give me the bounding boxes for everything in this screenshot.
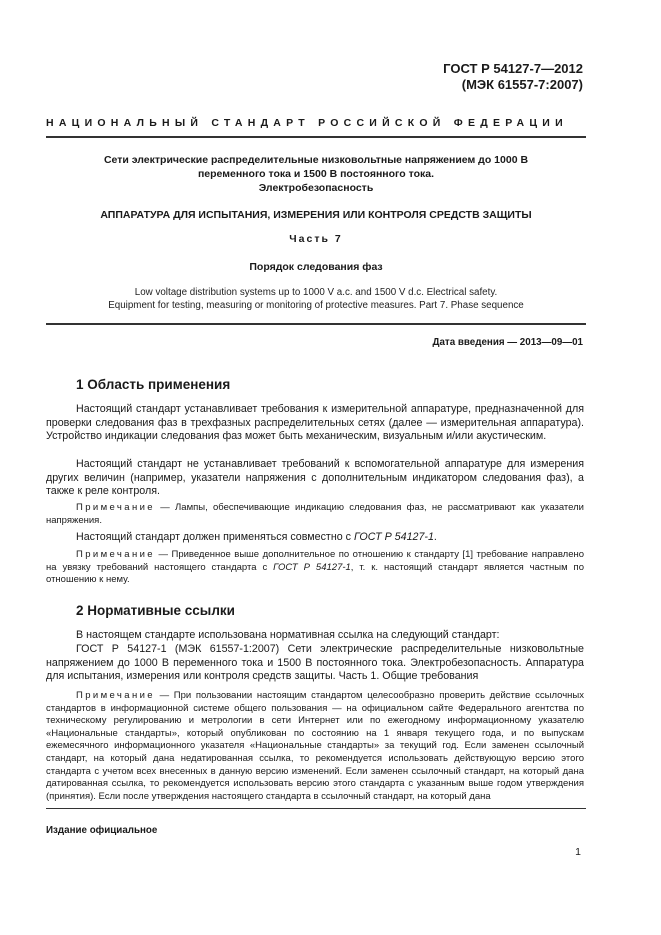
- section-2-note: Примечание — При пользовании настоящим стандартом целесообразно проверить действие ссылочных стандартов в информационной системе общего пользования — на официальном сайте Федерального агентства по техническому регулированию и метрологии в сети Интернет или по ежегодному информационному указателю «Национальные стандарты», который опубликован по состоянию на 1 января текущего года, и по выпускам ежемесячного информационного указателя «Национальные стандарты» за текущий год. Если заменен ссылочный стандарт, на который дана недатированная ссылка, то рекомендуется использовать действующую версию этого стандарта с учетом всех внесенных в данную версию изменений. Если заменен ссылочный стандарт, на который дана датированная ссылка, то рекомендуется использовать версию этого стандарта с указанным выше годом утверждения (принятия). Если после утверждения настоящего стандарта в ссылочный стандарт, на который дана: [46, 690, 584, 802]
- title-line-2: переменного тока и 1500 В постоянного тока.: [197, 168, 435, 180]
- gost-reference: ГОСТ Р 54127-1: [273, 561, 351, 573]
- section-1-note-1: Примечание — Лампы, обеспечивающие индикацию следования фаз, не рассматривают как указатели напряжения.: [46, 502, 584, 526]
- national-standard-banner: НАЦИОНАЛЬНЫЙ СТАНДАРТ РОССИЙСКОЙ ФЕДЕРАЦИИ: [46, 117, 568, 129]
- banner-divider: [46, 136, 586, 138]
- standard-designation: ГОСТ Р 54127-7—2012: [443, 61, 583, 76]
- page-number: 1: [575, 846, 581, 858]
- gost-reference: ГОСТ Р 54127-1: [353, 531, 434, 543]
- section-2-reference: ГОСТ Р 54127-1 (МЭК 61557-1:2007) Сети электрические распределительные низковольтные напряжением до 1000 В переменного тока и 1500 В постоянного тока. Электробезопасность. Аппаратура для испытания, измерения или контроля средств защиты. Часть 1. Общие требования: [46, 643, 584, 683]
- subtitle: Порядок следования фаз: [249, 261, 383, 273]
- section-1-note-2: Примечание — Приведенное выше дополнительное по отношению к стандарту [1] требование направлено на увязку требований настоящего стандарта с ГОСТ Р 54127-1, т. к. настоящий стандарт является частным по отношению к нему.: [46, 549, 585, 586]
- title-divider: [46, 323, 586, 325]
- part-number: Часть 7: [289, 233, 343, 245]
- iec-designation: (МЭК 61557-7:2007): [461, 77, 583, 92]
- section-2-heading: 2 Нормативные ссылки: [76, 603, 235, 618]
- english-title-line-1: Low voltage distribution systems up to 1000 V a.c. and 1500 V d.c. Electrical safety.: [134, 287, 498, 298]
- section-1-heading: 1 Область применения: [76, 377, 231, 392]
- apparatus-title: АППАРАТУРА ДЛЯ ИСПЫТАНИЯ, ИЗМЕРЕНИЯ ИЛИ КОНТРОЛЯ СРЕДСТВ ЗАЩИТЫ: [100, 209, 532, 221]
- section-1-paragraph-1: Настоящий стандарт устанавливает требования к измерительной аппаратуре, предназначенной для проверки следования фаз в трехфазных распределительных сетях (далее — измерительная аппаратура). Устройство индикации следования фаз может быть механическим, визуальным и/или акустическим.: [46, 403, 584, 443]
- section-1-paragraph-3: Настоящий стандарт должен применяться совместно с ГОСТ Р 54127-1.: [76, 531, 437, 543]
- footer-divider: [46, 808, 586, 809]
- section-1-paragraph-2: Настоящий стандарт не устанавливает требований к вспомогательной аппаратуре для измерения других величин (например, указатели напряжения с дополнительным индикатором следования фаз), а также к реле контроля.: [46, 458, 584, 498]
- title-line-3: Электробезопасность: [258, 182, 374, 194]
- official-edition: Издание официальное: [46, 825, 158, 836]
- introduction-date: Дата введения — 2013—09—01: [432, 337, 583, 348]
- english-title-line-2: Equipment for testing, measuring or monitoring of protective measures. Part 7. Phase sequence: [108, 300, 524, 311]
- section-2-paragraph-1: В настоящем стандарте использована нормативная ссылка на следующий стандарт:: [76, 629, 500, 641]
- title-line-1: Сети электрические распределительные низковольтные напряжением до 1000 В: [103, 154, 529, 166]
